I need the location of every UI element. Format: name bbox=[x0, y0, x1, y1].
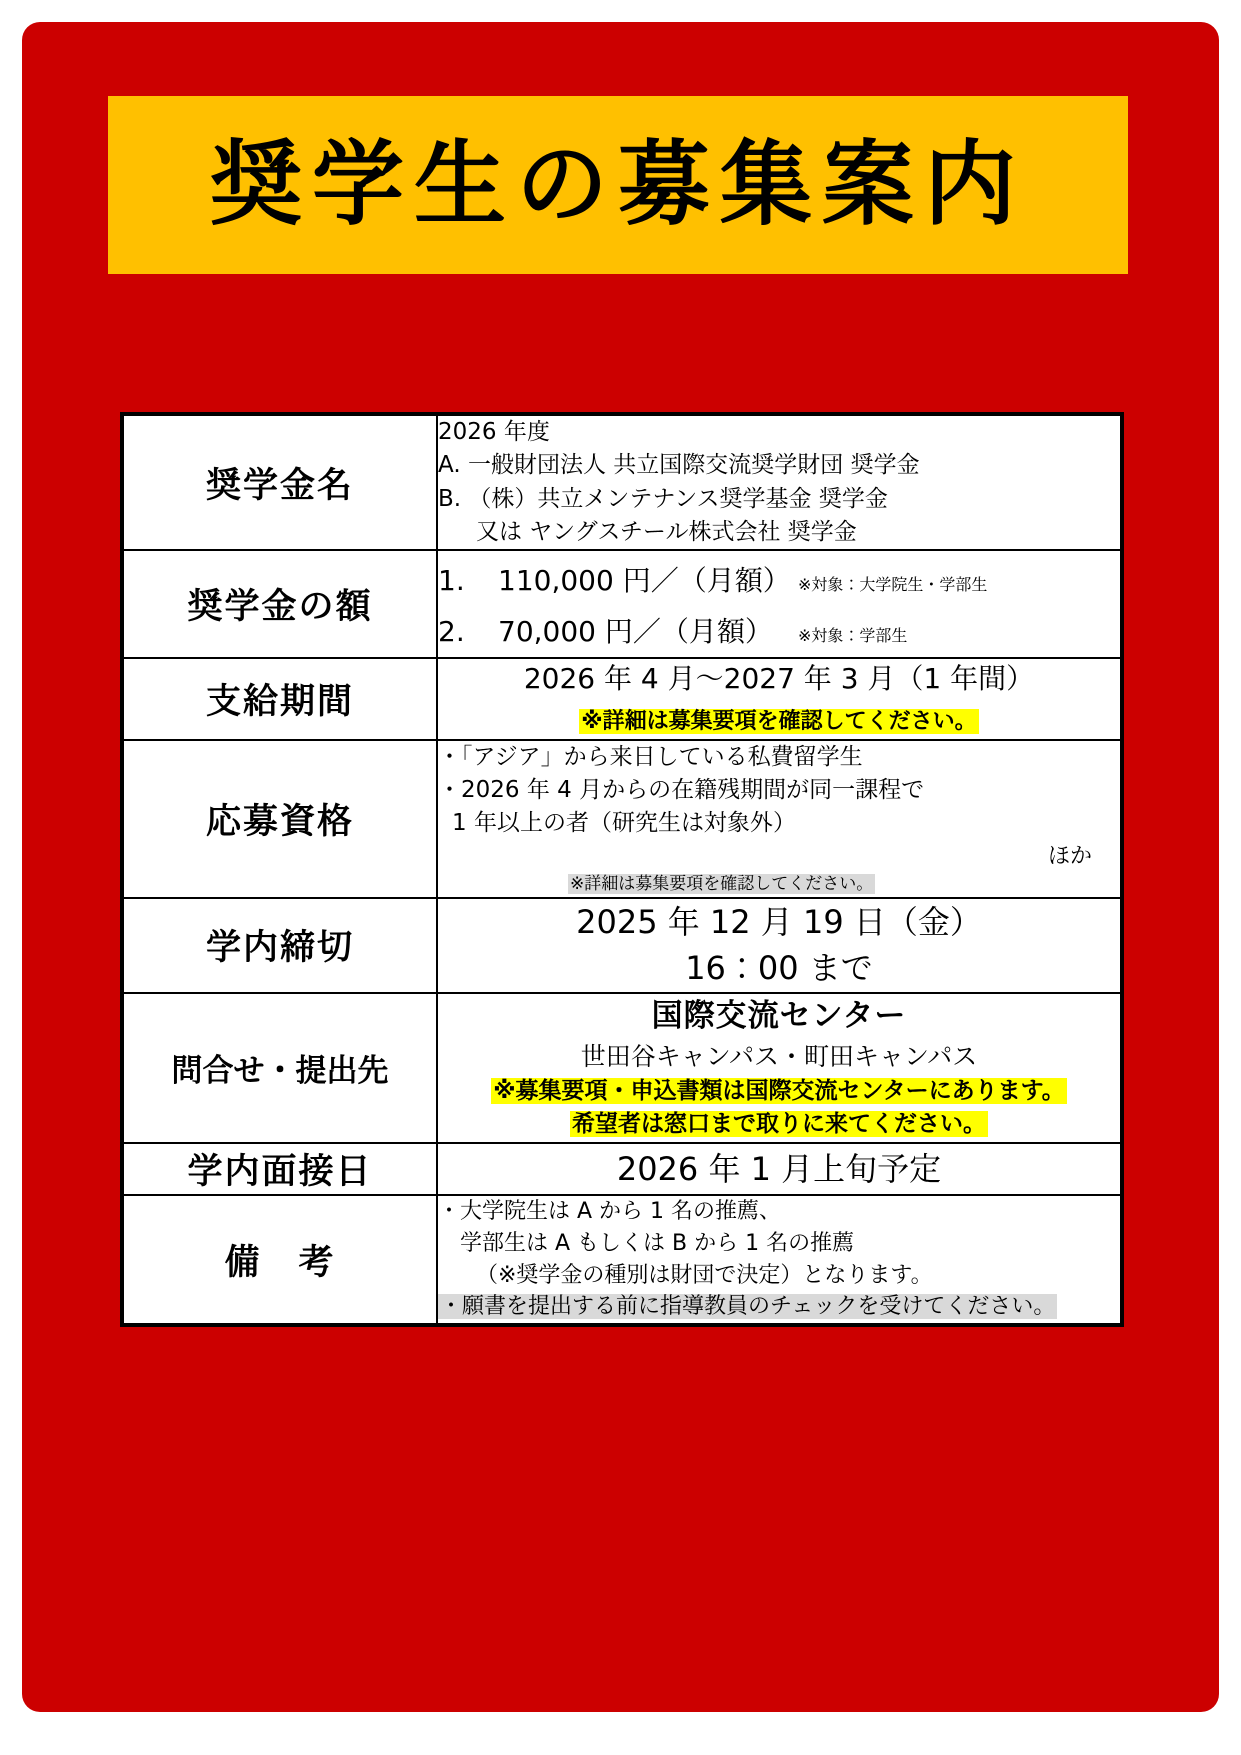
table-row bbox=[123, 415, 1121, 550]
contact-note-1-wrap bbox=[438, 1075, 1120, 1108]
amount-item-1 bbox=[438, 561, 1120, 602]
row-value-eligibility bbox=[437, 740, 1121, 899]
amount-item-1-note: ※対象：大学院生・学部生 bbox=[798, 575, 988, 595]
table-row bbox=[123, 740, 1121, 899]
contact-campus: 世田谷キャンパス・町田キャンパス bbox=[580, 1041, 978, 1071]
interview-date: 2026 年 1 月上旬予定 bbox=[616, 1149, 942, 1188]
table-row bbox=[123, 658, 1121, 740]
table-row bbox=[123, 550, 1121, 657]
eligibility-note-wrap bbox=[438, 872, 1120, 897]
row-label-scholarship-name: 奨学金名 bbox=[123, 415, 437, 550]
period-range: 2026 年 4 月〜2027 年 3 月（1 年間） bbox=[523, 661, 1035, 695]
row-label-eligibility: 応募資格 bbox=[123, 740, 437, 899]
scholarship-name-line-1: 2026 年度 bbox=[438, 419, 550, 445]
amount-item-1-number: 1. bbox=[438, 564, 465, 598]
row-label-amount: 奨学金の額 bbox=[123, 550, 437, 657]
remarks-line-1: ・大学院生は A から 1 名の推薦、 bbox=[438, 1198, 782, 1224]
row-label-contact: 問合せ・提出先 bbox=[123, 993, 437, 1143]
period-note: ※詳細は募集要項を確認してください。 bbox=[581, 709, 977, 735]
eligibility-line-2: ・2026 年 4 月からの在籍残期間が同一課程で bbox=[438, 776, 925, 803]
scholarship-name-line-4: 又は ヤングスチール株式会社 奨学金 bbox=[476, 519, 857, 546]
scholarship-name-line-2: A. 一般財団法人 共立国際交流奨学財団 奨学金 bbox=[438, 452, 920, 479]
remarks-note-wrap bbox=[438, 1291, 1120, 1323]
deadline-time: 16：00 まで bbox=[685, 949, 873, 988]
eligibility-line-1: ・「アジア」から来日している私費留学生 bbox=[438, 743, 863, 770]
row-value-amount bbox=[437, 550, 1121, 657]
row-value-interview bbox=[437, 1143, 1121, 1195]
amount-item-2-money: 70,000 円／（月額） bbox=[498, 614, 773, 648]
deadline-date: 2025 年 12 月 19 日（金） bbox=[576, 903, 982, 942]
amount-item-2-number: 2. bbox=[438, 614, 465, 648]
table-row bbox=[123, 1195, 1121, 1325]
remarks-note: ・願書を提出する前に指導教員のチェックを受けてください。 bbox=[440, 1294, 1056, 1320]
table-row bbox=[123, 898, 1121, 993]
eligibility-note: ※詳細は募集要項を確認してください。 bbox=[570, 874, 874, 895]
table-row bbox=[123, 1143, 1121, 1195]
amount-item-1-money: 110,000 円／（月額） bbox=[498, 564, 791, 598]
row-value-period bbox=[437, 658, 1121, 740]
amount-item-2-note: ※対象：学部生 bbox=[798, 625, 908, 645]
eligibility-etc: ほか bbox=[1047, 843, 1092, 869]
row-label-deadline: 学内締切 bbox=[123, 898, 437, 993]
remarks-line-3: （※奨学金の種別は財団で決定）となります。 bbox=[476, 1262, 933, 1288]
row-label-period: 支給期間 bbox=[123, 658, 437, 740]
row-value-contact bbox=[437, 993, 1121, 1143]
contact-note-1: ※募集要項・申込書類は国際交流センターにあります。 bbox=[493, 1078, 1065, 1105]
row-label-interview: 学内面接日 bbox=[123, 1143, 437, 1195]
contact-note-2: 希望者は窓口まで取りに来てください。 bbox=[572, 1111, 986, 1138]
contact-org: 国際交流センター bbox=[651, 997, 907, 1034]
eligibility-line-3: 1 年以上の者（研究生は対象外） bbox=[452, 810, 796, 837]
amount-item-2 bbox=[438, 612, 1120, 653]
row-value-remarks bbox=[437, 1195, 1121, 1325]
period-note-wrap bbox=[438, 705, 1120, 738]
contact-note-2-wrap bbox=[438, 1108, 1120, 1141]
row-value-scholarship-name bbox=[437, 415, 1121, 550]
page-title: 奨学生の募集案内 bbox=[209, 131, 1026, 238]
scholarship-name-line-3: B. （株）共立メンテナンス奨学基金 奨学金 bbox=[438, 485, 888, 512]
table-row bbox=[123, 993, 1121, 1143]
title-banner bbox=[108, 96, 1128, 274]
row-value-deadline bbox=[437, 898, 1121, 993]
scholarship-info-table bbox=[120, 412, 1124, 1327]
row-label-remarks: 備 考 bbox=[123, 1195, 437, 1325]
remarks-line-2: 学部生は A もしくは B から 1 名の推薦 bbox=[460, 1230, 855, 1256]
